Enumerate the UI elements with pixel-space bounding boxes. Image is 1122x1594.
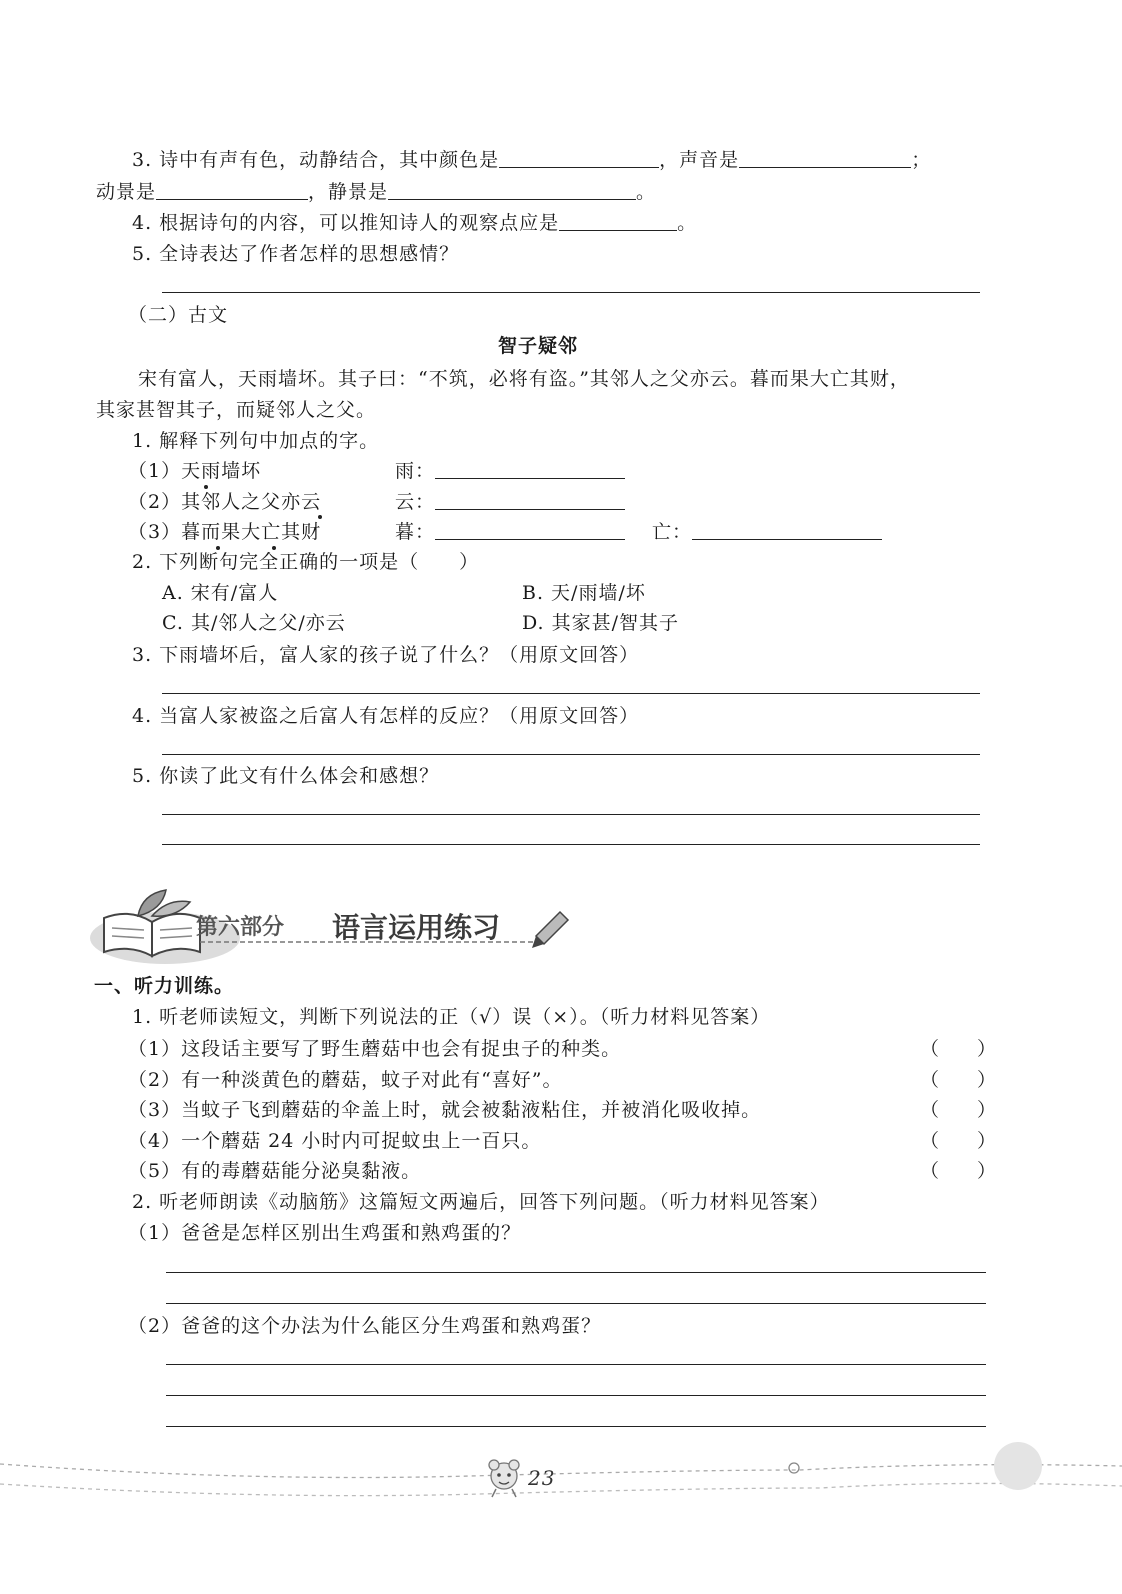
listening-sub2: （2）爸爸的这个办法为什么能区分生鸡蛋和熟鸡蛋？ [128, 1315, 602, 1337]
explain-item-sentence: （2）其邻人之父亦云 [128, 491, 322, 513]
answer-blank[interactable] [435, 460, 625, 479]
judge-statement: （2）有一种淡黄色的蘑菇，蚊子对此有“喜好”。 [128, 1069, 563, 1091]
judge-statement: （5）有的毒蘑菇能分泌臭黏液。 [128, 1160, 422, 1182]
explain-item-word: 雨： [395, 459, 625, 483]
answer-line[interactable] [162, 292, 980, 293]
passage-title: 智子疑邻 [498, 335, 579, 357]
choice-option-d[interactable]: D. 其家甚/智其子 [522, 612, 680, 634]
answer-line[interactable] [162, 754, 980, 755]
choice-option-c[interactable]: C. 其/邻人之父/亦云 [162, 612, 346, 634]
classical-q3: 3. 下雨墙坏后，富人家的孩子说了什么？（用原文回答） [132, 644, 640, 666]
mascot-icon [482, 1456, 526, 1500]
answer-line[interactable] [166, 1364, 986, 1365]
section-title: 语言运用练习 [332, 911, 501, 944]
judge-statement: （4）一个蘑菇 24 小时内可捉蚊虫上一百只。 [128, 1130, 542, 1152]
explain-item-word: 亡： [652, 520, 882, 544]
explain-item-word: 云： [395, 490, 625, 514]
emphasis-dot [318, 515, 322, 519]
judge-paren[interactable]: （ ） [920, 1160, 997, 1182]
judge-statement: （1）这段话主要写了野生蘑菇中也会有捉虫子的种类。 [128, 1038, 622, 1060]
answer-blank[interactable] [692, 521, 882, 540]
answer-blank[interactable] [739, 149, 911, 168]
classical-q2: 2. 下列断句完全正确的一项是（ ） [132, 551, 480, 573]
listening-q2: 2. 听老师朗读《动脑筋》这篇短文两遍后，回答下列问题。（听力材料见答案） [132, 1191, 830, 1213]
explain-item-sentence: （1）天雨墙坏 [128, 460, 262, 482]
answer-line[interactable] [162, 693, 980, 694]
answer-blank[interactable] [435, 491, 625, 510]
answer-line[interactable] [162, 814, 980, 815]
poem-q5: 5. 全诗表达了作者怎样的思想感情？ [132, 243, 460, 265]
answer-line[interactable] [166, 1303, 986, 1304]
answer-line[interactable] [166, 1395, 986, 1396]
passage-text-line1: 宋有富人，天雨墙坏。其子曰：“不筑，必将有盗。”其邻人之父亦云。暮而果大亡其财， [138, 368, 910, 390]
choice-option-b[interactable]: B. 天/雨墙/坏 [522, 582, 646, 604]
answer-line[interactable] [166, 1426, 986, 1427]
answer-blank[interactable] [435, 521, 625, 540]
passage-text-line2: 其家甚智其子，而疑邻人之父。 [96, 399, 377, 421]
judge-paren[interactable]: （ ） [920, 1130, 997, 1152]
footer-decoration [0, 1436, 1122, 1536]
page-number: 23 [528, 1466, 556, 1490]
section-label: （二）古文 [128, 304, 229, 326]
listening-sub1: （1）爸爸是怎样区别出生鸡蛋和熟鸡蛋的？ [128, 1222, 522, 1244]
judge-statement: （3）当蚊子飞到蘑菇的伞盖上时，就会被黏液粘住，并被消化吸收掉。 [128, 1099, 762, 1121]
listening-heading: 一、听力训练。 [94, 975, 235, 997]
answer-line[interactable] [166, 1272, 986, 1273]
answer-line[interactable] [162, 844, 980, 845]
section-banner [90, 880, 580, 970]
emphasis-dot [204, 485, 208, 489]
poem-q3-line2: 动景是 ，静景是 。 [96, 181, 657, 203]
section-part-label: 第六部分 [196, 915, 285, 940]
judge-paren[interactable]: （ ） [920, 1069, 997, 1091]
judge-paren[interactable]: （ ） [920, 1099, 997, 1121]
classical-q5: 5. 你读了此文有什么体会和感想？ [132, 765, 440, 787]
explain-item-word: 暮： [395, 520, 625, 544]
answer-blank[interactable] [388, 181, 636, 200]
judge-paren[interactable]: （ ） [920, 1038, 997, 1060]
classical-q1: 1. 解释下列句中加点的字。 [132, 430, 380, 452]
choice-option-a[interactable]: A. 宋有/富人 [162, 582, 279, 604]
answer-blank[interactable] [499, 149, 659, 168]
poem-q4: 4. 根据诗句的内容，可以推知诗人的观察点应是 。 [132, 212, 698, 234]
answer-blank[interactable] [156, 181, 308, 200]
poem-q3-line1: 3. 诗中有声有色，动静结合，其中颜色是 ，声音是 ； [132, 149, 932, 171]
classical-q4: 4. 当富人家被盗之后富人有怎样的反应？（用原文回答） [132, 705, 640, 727]
explain-item-sentence: （3）暮而果大亡其财 [128, 521, 322, 543]
listening-q1: 1. 听老师读短文，判断下列说法的正（√）误（×）。（听力材料见答案） [132, 1006, 771, 1028]
answer-blank[interactable] [559, 212, 677, 231]
